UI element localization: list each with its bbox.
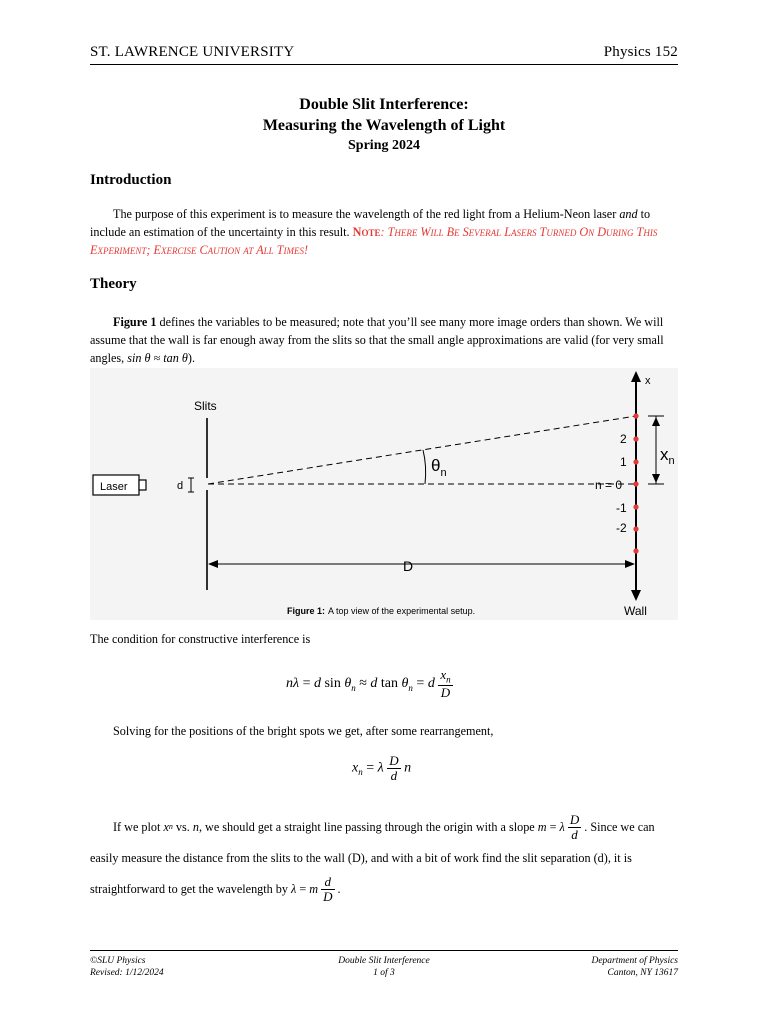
- bright-spot: [633, 481, 638, 486]
- bright-spot: [633, 526, 638, 531]
- bright-spot: [633, 413, 638, 418]
- figure-1-diagram: [90, 368, 678, 620]
- note-label: Note: [352, 225, 381, 239]
- bright-spot: [633, 548, 638, 553]
- footer-right: Department of Physics Canton, NY 13617: [591, 956, 678, 978]
- small-angle-approx: sin θ ≈ tan θ: [127, 351, 188, 365]
- footer-rule: [90, 950, 678, 951]
- wavelength-text: straightforward to get the wavelength by λ = m $\frac{d}{D}$ .: [90, 874, 341, 904]
- theta-label: $\theta_n$: [431, 456, 447, 479]
- theory-paragraph: [90, 313, 678, 367]
- intro-text-2: to include an estimation of the uncertainty in this result.: [90, 207, 651, 239]
- x-axis-label: x: [645, 375, 651, 387]
- intro-text-1: The purpose of this experiment is to measure the wavelength of the red light from a Helium-Neon laser: [113, 207, 617, 221]
- order-label-0: n = 0: [595, 478, 623, 492]
- d-label: d: [177, 480, 184, 492]
- solving-text: Solving for the positions of the bright spots we get, after some rearrangement,: [113, 724, 494, 738]
- header-institution: ST. LAWRENCE UNIVERSITY: [90, 44, 295, 60]
- bright-spot: [633, 459, 638, 464]
- xn-label: $x_n$: [660, 445, 675, 467]
- intro-heading: Introduction: [90, 172, 172, 188]
- warning-text: : There Will Be Several Lasers Turned On During This Experiment; Exercise Caution at All Times!: [90, 225, 658, 257]
- theory-text: defines the variables to be measured; note that you’ll see many more image orders than shown. We will assume that the wall is far enough away from the slits so that the small angle approximations are valid (for very small angles,: [90, 315, 664, 365]
- header-course: Physics 152: [603, 44, 678, 60]
- intro-paragraph: [90, 205, 678, 259]
- condition-text: The condition for constructive interference is: [90, 632, 311, 646]
- measure-text: easily measure the distance from the slits to the wall (D), and with a bit of work find the slit separation (d), it is: [90, 851, 632, 865]
- figure-background: [90, 368, 678, 620]
- figure-ref: Figure 1: [113, 315, 157, 329]
- laser-label: Laser: [100, 481, 128, 493]
- theory-text-end: ).: [187, 351, 195, 365]
- order-label-1: 1: [620, 455, 627, 469]
- figure-caption: Figure 1: A top view of the experimental setup.: [287, 606, 476, 616]
- title-line-1: Double Slit Interference:: [299, 96, 469, 113]
- theory-heading: Theory: [90, 276, 137, 292]
- slits-label: Slits: [194, 399, 217, 413]
- header-rule: [90, 64, 678, 65]
- laser-aperture: [139, 480, 146, 490]
- wall-label: Wall: [624, 604, 647, 618]
- footer-left: ©SLU Physics Revised: 1/12/2024: [90, 956, 164, 978]
- plot-paragraph: If we plot x n vs. n , we should get a straight line passing through the origin with a slope m = λ $\frac{D}{d}$ . Since we can easily measure the distance from the slits to the wall (D), and with a bit of work find the slit separation (d), it is straightforward to get the wavelength by λ = m $\frac{d}{D}$ .: [90, 815, 678, 903]
- title-line-2: Measuring the Wavelength of Light: [262, 117, 506, 134]
- order-label-neg1: -1: [616, 501, 627, 515]
- intro-and: and: [619, 207, 638, 221]
- bright-spot: [633, 436, 638, 441]
- equation-position: $x_n = \lambda$ $\frac{D}{d}$ n: [352, 753, 412, 783]
- order-label-2: 2: [620, 432, 627, 446]
- equation-interference: nλ = d $\sin \theta_n \approx d$ $\tan \theta_n = d$ $\frac{x_n}{D}$: [286, 667, 451, 701]
- order-label-neg2: -2: [616, 521, 627, 535]
- title-term: Spring 2024: [348, 138, 420, 153]
- footer-center: Double Slit Interference 1 of 3: [338, 956, 430, 978]
- bright-spot: [633, 504, 638, 509]
- D-label: D: [403, 558, 414, 574]
